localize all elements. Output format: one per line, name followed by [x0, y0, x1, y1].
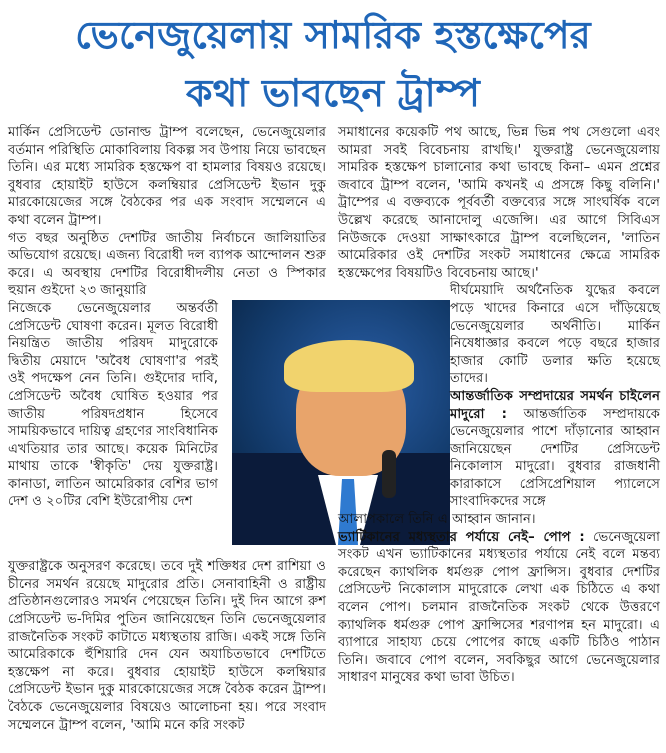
subsection-1-text: আন্তর্জাতিক সম্প্রদায়কে ভেনেজুয়েলার পাশে দাঁড়ানোর আহ্বান জানিয়েছেন দেশটির প্রেসিডেন্ট নিকোলাস মাদুরো। বুধবার রাজধানী কারাকাসে প্রেসিপ্রেশিয়াল প্যালেসে সাংবাদিকদের সঙ্গে — [450, 406, 660, 510]
headline — [0, 6, 666, 122]
right-paragraph-1: সমাধানের কয়েকটি পথ আছে, ভিন্ন ভিন্ন পথ সেগুলো এবং আমরা সবই বিবেচনায় রাখছি।' যুক্তরাষ্ট্র ভেনেজুয়েলায় সামরিক হস্তক্ষেপ চালানোর কথা ভাবছে কিনা– এমন প্রশ্নের জবাবে ট্রাম্প বলেন, 'আমি কখনই এ প্রসঙ্গে কিছু বলিনি।' ট্রাম্পের এ বক্তব্যকে পূর্ববর্তী বক্তব্যের সঙ্গে সাংঘর্ষিক বলে উল্লেখ করেছে আনাদোলু এজেন্সি। এর আগে সিবিএস নিউজকে দেওয়া সাক্ষাৎকারে ট্রাম্প বলেছিলেন, 'লাতিন আমেরিকার ওই দেশটির সংকট সমাধানের ক্ষেত্রে সামরিক হস্তক্ষেপের বিষয়টিও বিবেচনায় আছে।' — [338, 125, 660, 281]
left-paragraph-3: নিজেকে ভেনেজুয়েলার অন্তর্বর্তী প্রেসিডেন্ট ঘোষণা করেন। মূলত বিরোধী নিয়ন্ত্রিত জাতীয় পরিষদ মাদুরোকে দ্বিতীয় মেয়াদে 'অবৈধ ঘোষণা'র পরই ওই পদক্ষেপ নেন তিনি। গুইদোর দাবি, প্রেসিডেন্ট অবৈধ ঘোষিত হওয়ার পর জাতীয় পরিষদপ্রধান হিসেবে সাময়িকভাবে দায়িত্ব গ্রহণের সাংবিধানিক এখতিয়ার তার আছে। কয়েক মিনিটের মাথায় তাকে 'স্বীকৃতি' দেয় যুক্তরাষ্ট্র। কানাডা, লাতিন আমেরিকার বেশির ভাগ দেশ ও ২০টির বেশি ইউরোপীয় দেশ — [8, 300, 218, 510]
right-column — [338, 124, 660, 687]
right-subsection-2 — [338, 529, 660, 687]
subsection-2-text: ভেনেজুয়েলা সংকট এখন ভ্যাটিকানের মধ্যস্থতার পর্যায়ে নেই বলে মন্তব্য করেছেন ক্যাথলিক ধর্মগুরু পোপ ফ্রান্সিস। বুধবার দেশটির প্রেসিডেন্ট নিকোলাস মাদুরোকে লেখা এক চিঠিতে এ কথা বলেন পোপ। চলমান রাজনৈতিক সংকট থেকে উত্তরণে ক্যাথলিক ধর্মগুরু পোপ ফ্রান্সিসের শরণাপন্ন হন মাদুরো। এ ব্যাপারে সাহায্য চেয়ে পোপের কাছে একটি চিঠিও পাঠান তিনি। জবাবে পোপ বলেন, সবকিছুর আগে ভেনেজুয়েলার সাধারণ মানুষের কথা ভাবা উচিত। — [338, 529, 661, 686]
subsection-1-title: আন্তর্জাতিক সম্প্রদায়ের সমর্থন চাইলেন মাদুরো : — [450, 388, 660, 422]
lower-paragraph: যুক্তরাষ্ট্রকে অনুসরণ করেছে। তবে দুই শক্তিধর দেশ রাশিয়া ও চীনের সমর্থন রয়েছে মাদুরোর প্রতি। সেনাবাহিনী ও রাষ্ট্রীয় প্রতিষ্ঠানগুলোরও সমর্থন পেয়েছেন তিনি। দুই দিন আগে রুশ প্রেসিডেন্ট ভ-দিমির পুতিন জানিয়েছেন তিনি ভেনেজুয়েলার রাজনৈতিক সংকট কাটাতে মধ্যস্থতায় রাজি। একই সঙ্গে তিনি আমেরিকাকে হুঁশিয়ারি দেন যেন অযাচিতভাবে দেশটিতে হস্তক্ষেপ না করে। বুধবার হোয়াইট হাউসে কলম্বিয়ার প্রেসিডেন্ট ইভান দুকু মারকোয়েজের সঙ্গে বৈঠক করেন ট্রাম্প। বৈঠকে ভেনেজুয়েলার বিষয়েও আলোচনা হয়। পরে সংবাদ সম্মেলনে ট্রাম্প বলেন, 'আমি মনে করি সংকট — [8, 559, 326, 733]
left-paragraph-1: মার্কিন প্রেসিডেন্ট ডোনাল্ড ট্রাম্প বলেছেন, ভেনেজুয়েলার বর্তমান পরিস্থিতি মোকাবিলায় বিকল্প সব উপায় নিয়ে ভাবছেন তিনি। এর মধ্যে সামরিক হস্তক্ষেপ বা হামলার বিষয়ও রয়েছে। বুধবার হোয়াইট হাউসে কলম্বিয়ার প্রেসিডেন্ট ইভান দুকু মারকোয়েজের সঙ্গে বৈঠকের পর এক সংবাদ সম্মেলনে এ কথা বলেন ট্রাম্প। — [8, 125, 326, 228]
headline-line-1: ভেনেজুয়েলায় সামরিক হস্তক্ষেপের — [75, 13, 591, 57]
right-subsection-1 — [338, 388, 660, 511]
subsection-2-title: ভ্যাটিকানের মধ্যস্থতার পর্যায়ে নেই– পোপ : — [338, 529, 585, 545]
right-paragraph-2: দীর্ঘমেয়াদি অর্থনৈতিক যুদ্ধের কবলে পড়ে খাদের কিনারে এসে দাঁড়িয়েছে ভেনেজুয়েলার অর্থনীতি। মার্কিন নিষেধাজ্ঞার কবলে পড়ে বছরে হাজার হাজার কোটি ডলার ক্ষতি হয়েছে তাদের। — [450, 283, 660, 387]
headline-line-2: কথা ভাবছেন ট্রাম্প — [185, 71, 481, 115]
lower-left-block — [8, 545, 326, 747]
left-paragraph-2: গত বছর অনুষ্ঠিত দেশটির জাতীয় নির্বাচনে জালিয়াতির অভিযোগ রয়েছে। এজন্য বিরোধী দল ব্যাপক আন্দোলন শুরু করে। এ অবস্থায় দেশটির বিরোধীদলীয় নেতা ও স্পিকার হুয়ান গুইদো ২৩ জানুয়ারি — [8, 230, 326, 299]
right-paragraph-3: আলাপকালে তিনি এ আহ্বান জানান। — [338, 512, 536, 528]
